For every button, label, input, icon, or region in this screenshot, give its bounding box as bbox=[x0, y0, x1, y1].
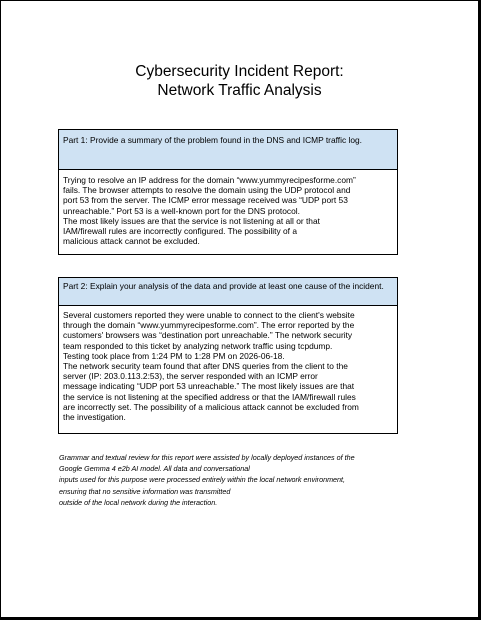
part2-line: server (IP: 203.0.113.2:53), the server responded with an ICMP error bbox=[63, 371, 318, 382]
part2-section bbox=[58, 277, 398, 434]
part1-heading: Part 1: Provide a summary of the problem found in the DNS and ICMP traffic log. bbox=[59, 130, 397, 170]
footnote-line: Google Gemma 4 e2b AI model. All data and conversational bbox=[59, 464, 250, 474]
part2-line: team responded to this ticket by analyzing network traffic using tcpdump. bbox=[63, 340, 333, 351]
part1-section bbox=[58, 129, 398, 255]
report-title-line-2: Network Traffic Analysis bbox=[157, 82, 322, 99]
part2-line: The network security team found that after DNS queries from the client to the bbox=[63, 361, 348, 372]
footnote-line: outside of the local network during the interaction. bbox=[59, 497, 218, 507]
part2-line: customers' browsers was “destination port unreachable.” The network security bbox=[63, 330, 353, 341]
part2-heading: Part 2: Explain your analysis of the data and provide at least one cause of the incident. bbox=[59, 278, 397, 306]
part2-line: Testing took place from 1:24 PM to 1:28 PM on 2026-06-18. bbox=[63, 350, 285, 361]
part1-line: fails. The browser attempts to resolve the domain using the UDP protocol and bbox=[63, 185, 351, 196]
part1-body bbox=[59, 170, 397, 246]
part2-line: the service is not listening at the specified address or that the IAM/firewall rules bbox=[63, 391, 356, 402]
footnote-line: ensuring that no sensitive information was transmitted bbox=[59, 486, 231, 496]
part1-line: unreachable.” Port 53 is a well-known port for the DNS protocol. bbox=[63, 205, 300, 216]
part1-line: Trying to resolve an IP address for the domain “www.yummyrecipesforme.com” bbox=[63, 175, 356, 185]
part1-line: malicious attack cannot be excluded. bbox=[63, 236, 200, 247]
part2-line: message indicating “UDP port 53 unreachable.” The most likely issues are that bbox=[63, 381, 355, 392]
part1-line: IAM/firewall rules are incorrectly configured. The possibility of a bbox=[63, 226, 297, 237]
footnote-line: Grammar and textual review for this report were assisted by locally deployed instances of the bbox=[59, 453, 355, 462]
footnote-line: inputs used for this purpose were processed entirely within the local network environment, bbox=[59, 475, 346, 485]
ai-disclosure-footnote bbox=[59, 452, 429, 508]
part2-line: are incorrectly set. The possibility of a malicious attack cannot be excluded from bbox=[63, 401, 359, 412]
part2-line: the investigation. bbox=[63, 412, 126, 423]
part2-body bbox=[59, 306, 397, 422]
part1-line: port 53 from the server. The ICMP error message received was “UDP port 53 bbox=[63, 195, 348, 206]
part1-line: The most likely issues are that the service is not listening at all or that bbox=[63, 215, 320, 226]
part2-line: Several customers reported they were unable to connect to the client's website bbox=[63, 310, 355, 320]
part2-line: through the domain “www.yummyrecipesforme.com”. The error reported by the bbox=[63, 320, 355, 331]
report-title-line-1: Cybersecurity Incident Report: bbox=[135, 63, 344, 80]
